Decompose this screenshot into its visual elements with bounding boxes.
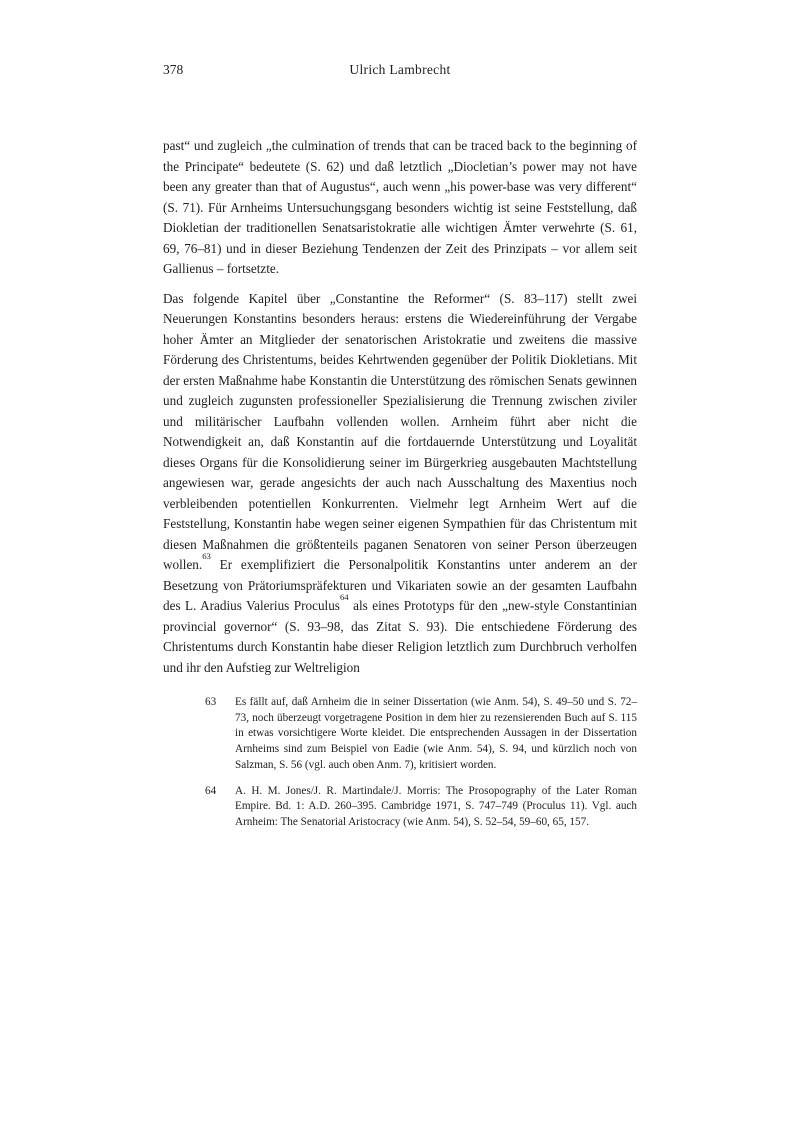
body-paragraph-2 [163, 289, 637, 679]
footnote-text: A. H. M. Jones/J. R. Martindale/J. Morris: The Prosopography of the Later Roman Empire. Bd. 1: A.D. 260–395. Cambridge 1971, S. 747–749 (Proculus 11). Vgl. auch Arnheim: The Senatorial Aristocracy (wie Anm. 54), S. 52–54, 59–60, 65, 157. [235, 784, 637, 828]
text-column [163, 136, 637, 841]
footnote-item-64 [163, 784, 637, 831]
paragraph-text: als eines Prototyps für den „new-style Constantinian provincial governor“ (S. 93–98, das Zitat S. 93). Die entschiedene Förderung des Christentums durch Konstantin habe dieser Religion letztlich zum Durchbruch verholfen und ihr den Aufstieg zur Weltreligion [163, 598, 637, 675]
paragraph-text: Er exemplifiziert die Personalpolitik Konstantins unter anderem an der Besetzung von Prätoriumspräfekturen und Vikariaten sowie an der gesamten Laufbahn des L. Aradius Valerius Proculus [163, 557, 637, 613]
footnotes-section [163, 695, 637, 831]
page-number: 378 [163, 62, 184, 77]
paragraph-text: Das folgende Kapitel über „Constantine the Reformer“ (S. 83–117) stellt zwei Neuerungen Konstantins besonders heraus: erstens die Wiedereinführung der Vergabe hoher Ämter an Mitglieder der senatorischen Aristokratie und zweitens die massive Förderung des Christentums, beides Kehrtwenden gegenüber der Politik Diokletians. Mit der ersten Maßnahme habe Konstantin die Unterstützung des römischen Senats gewinnen und zugleich zugunsten professioneller Spezialisierung die Trennung zwischen ziviler und militärischer Laufbahn vollenden wollen. Arnheim führt aber nicht die Notwendigkeit an, daß Konstantin auf die fortdauernde Unterstützung und Loyalität dieses Organs für die Konsolidierung seiner im Bürgerkrieg ausgebauten Machtstellung angewiesen war, gerade angesichts der auch nach Ausschaltung des Maxentius noch verbleibenden potentiellen Konkurrenten. Vielmehr legt Arnheim Wert auf die Feststellung, Konstantin habe wegen seiner eigenen Sympathien für das Christentum mit diesen Maßnahmen die größtenteils paganen Senatoren von seiner Person überzeugen wollen. [163, 290, 637, 572]
footnote-number: 64 [205, 784, 217, 797]
footnote-item-63 [163, 695, 637, 774]
footnote-number: 63 [205, 696, 217, 708]
footnote-ref-64: 64 [339, 592, 349, 603]
footnote-ref-63: 63 [202, 551, 211, 562]
footnote-text: Es fällt auf, daß Arnheim die in seiner Dissertation (wie Anm. 54), S. 49–50 und S. 72–73, noch überzeugt vorgetragene Position in dem hier zu rezensierenden Buch auf S. 115 in etwas vorsichtigere Worte kleidet. Die entsprechenden Aussagen in der Dissertation Arnheims sind zum Beispiel von Eadie (wie Anm. 54), S. 94, und kürzlich noch von Salzman, S. 56 (vgl. auch oben Anm. 7), kritisiert worden. [235, 696, 637, 771]
running-head: Ulrich Lambrecht [349, 62, 451, 77]
body-paragraph-1: past“ und zugleich „the culmination of trends that can be traced back to the beginning of the Principate“ bedeutete (S. 62) und daß letztlich „Diocletian’s power may not have been any greater than that of Augustus“, auch wenn „his power-base was very different“ (S. 71). Für Arnheims Untersuchungsgang besonders wichtig ist seine Feststellung, daß Diokletian der traditionellen Senatsaristokratie alle wichtigen Ämter verwehrte (S. 61, 69, 76–81) und in dieser Beziehung Tendenzen der Zeit des Prinzipats – vor allem seit Gallienus – fortsetzte. [163, 138, 637, 276]
page-header [163, 62, 637, 78]
